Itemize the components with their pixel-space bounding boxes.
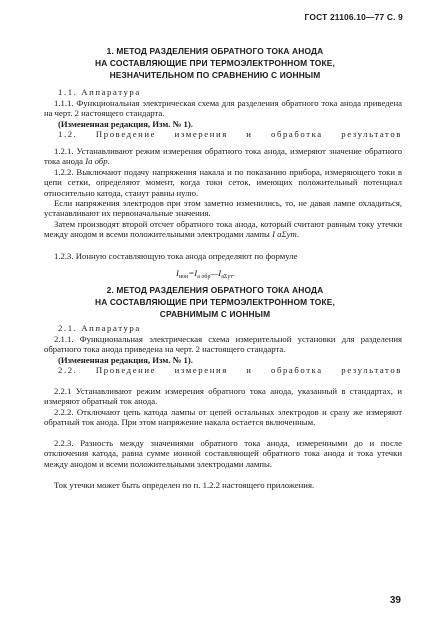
clause-1-2-1-end: .: [107, 156, 110, 167]
paragraph-voltage-change: Если напряжения электродов при этом заметно изменились, то, не давая лампе охладиться, устанавливают их первоначальные значения.: [44, 198, 402, 219]
leakage-current-symbol: I aΣут: [272, 229, 297, 240]
formula-lhs: I: [176, 268, 179, 278]
clause-1-2-heading: 1.2. Проведение измерения и обработка результатов: [58, 129, 402, 139]
section-2-title-line: НА СОСТАВЛЯЮЩИЕ ПРИ ТЕРМОЭЛЕКТРОННОМ ТОКЕ,: [95, 297, 335, 307]
paragraph-second-reading-end: .: [296, 229, 299, 240]
section-2-title: [40, 284, 390, 320]
clause-1-2-2: 1.2.2. Выключают подачу напряжения накала и по показанию прибора, измеряющего токи в цепи сетки, определяют момент, когда токи сеток, имеющих положительный потенциал относительно катода, станут равны нулю.: [44, 167, 402, 198]
formula-tail: .: [233, 268, 236, 278]
paragraph-second-reading-text: Затем производят второй отсчет обратного тока анода, который считают равным току утечки между анодом и всеми положительными электродами лампы: [44, 219, 402, 240]
clause-1-2-3: 1.2.3. Ионную составляющую тока анода определяют по формуле: [54, 251, 298, 261]
clause-1-1-1: 1.1.1. Функциональная электрическая схема для разделения обратного тока анода приведена на черт. 2 настоящего стандарта.: [44, 98, 402, 119]
amendment-note-2: (Измененная редакция, Изм. № 1).: [58, 355, 193, 365]
clause-1-1-heading: 1.1. Аппаратура: [58, 87, 141, 97]
formula-minus: —I: [210, 268, 222, 278]
section-1-title: [40, 45, 390, 81]
standard-header: ГОСТ 21106.10—77 С. 9: [304, 12, 403, 22]
paragraph-leakage-current: Ток утечки может быть определен по п. 1.2.2 настоящего приложения.: [54, 480, 315, 490]
formula-lhs-sub: ион: [178, 274, 189, 280]
clause-2-1-1: 2.1.1. Функциональная электрическая схема измерительной установки для разделения обратного тока анода приведена на черт. 2 настоящего стандарта.: [44, 334, 402, 355]
paragraph-second-reading: [44, 219, 402, 240]
clause-2-2-2: 2.2.2. Отключают цепь катода лампы от цепей остальных электродов и сразу же измеряют обратный ток анода. При этом напряжение накала остается включенным.: [44, 407, 402, 428]
page-number: 39: [389, 595, 401, 606]
section-1-title-line: 1. МЕТОД РАЗДЕЛЕНИЯ ОБРАТНОГО ТОКА АНОДА: [106, 46, 324, 56]
formula-rhs-sub: aΣут: [221, 274, 233, 280]
section-2-title-line: СРАВНИМЫМ С ИОННЫМ: [159, 309, 271, 319]
clause-1-2-1: [44, 146, 402, 167]
clause-1-2-1-text: 1.2.1. Устанавливают режим измерения обратного тока анода, измеряют значение обратного тока анода: [44, 146, 402, 167]
clause-2-2-1: 2.2.1 Устанавливают режим измерения обратного тока анода, указанный в стандартах, и измеряют обратный ток анода.: [44, 386, 402, 407]
section-1-title-line: НЕЗНАЧИТЕЛЬНОМ ПО СРАВНЕНИЮ С ИОННЫМ: [109, 70, 321, 80]
formula-mid: =I: [188, 268, 198, 278]
section-1-title-line: НА СОСТАВЛЯЮЩИЕ ПРИ ТЕРМОЭЛЕКТРОННОМ ТОКЕ,: [95, 58, 335, 68]
formula-mid-sub: а обр: [197, 274, 211, 280]
reverse-current-symbol: Iа обр: [85, 156, 108, 167]
clause-2-2-heading: 2.2. Проведение измерения и обработка результатов: [58, 365, 402, 375]
ion-current-formula: [176, 268, 235, 280]
clause-2-1-heading: 2.1. Аппаратура: [58, 323, 141, 333]
clause-2-2-3: 2.2.3. Разность между значениями обратного тока анода, измеренными до и после отключения катода, равна сумме ионной составляющей обратного тока анода и тока утечки между анодом и всеми положительными электродами лампы.: [44, 438, 402, 469]
section-2-title-line: 2. МЕТОД РАЗДЕЛЕНИЯ ОБРАТНОГО ТОКА АНОДА: [106, 285, 324, 295]
amendment-note-1: (Измененная редакция, Изм. № 1).: [58, 119, 193, 129]
